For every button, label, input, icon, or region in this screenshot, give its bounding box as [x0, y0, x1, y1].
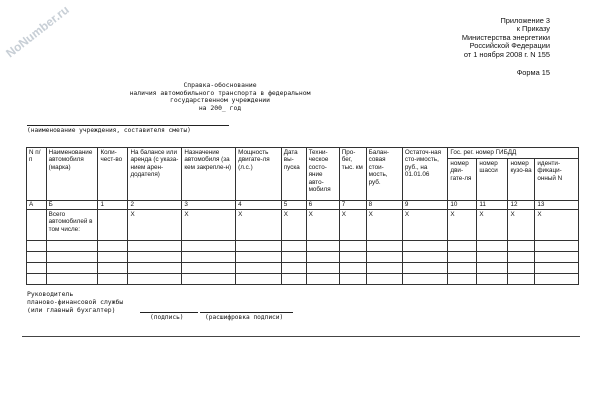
- empty-cell: [46, 252, 98, 263]
- empty-row: [27, 252, 579, 263]
- empty-cell: [27, 263, 47, 274]
- empty-cell: [366, 252, 402, 263]
- total-cell: X: [402, 210, 448, 241]
- empty-cell: [236, 274, 282, 285]
- numbering-cell: 7: [339, 201, 366, 210]
- numbering-cell: 9: [402, 201, 448, 210]
- empty-cell: [281, 263, 306, 274]
- header-cell-mileage: Про-бег, тыс. км: [339, 148, 366, 201]
- empty-cell: [366, 274, 402, 285]
- appendix-line: Приложение 3: [500, 16, 550, 25]
- empty-cell: [27, 241, 47, 252]
- header-cell-power: Мощность двигате-ля (л.с.): [236, 148, 282, 201]
- total-cell: X: [128, 210, 182, 241]
- empty-cell: [402, 274, 448, 285]
- signature-underline: [140, 312, 198, 313]
- empty-cell: [535, 263, 579, 274]
- empty-cell: [236, 263, 282, 274]
- empty-cell: [128, 241, 182, 252]
- numbering-cell: 2: [128, 201, 182, 210]
- empty-cell: [306, 274, 339, 285]
- header-cell-gibdd: Гос. рег. номер ГИБДД: [448, 148, 579, 159]
- empty-cell: [182, 263, 236, 274]
- empty-cell: [27, 274, 47, 285]
- empty-cell: [182, 274, 236, 285]
- empty-cell: [477, 263, 508, 274]
- empty-cell: [236, 252, 282, 263]
- header-cell-purpose: Назначение автомобиля (за кем закрепле-н): [182, 148, 236, 201]
- document-title: [80, 82, 360, 112]
- empty-cell: [448, 252, 477, 263]
- total-cell: X: [477, 210, 508, 241]
- empty-cell: [477, 252, 508, 263]
- empty-cell: [339, 263, 366, 274]
- empty-cell: [306, 241, 339, 252]
- form-number: Форма 15: [516, 68, 550, 77]
- empty-cell: [402, 252, 448, 263]
- total-cell: [27, 210, 47, 241]
- total-cell: X: [366, 210, 402, 241]
- total-cell: [98, 210, 128, 241]
- empty-cell: [339, 252, 366, 263]
- signature-line: (или главный бухгалтер): [27, 306, 116, 314]
- numbering-row: [27, 201, 579, 210]
- empty-cell: [46, 263, 98, 274]
- empty-cell: [448, 263, 477, 274]
- header-cell-body: номер кузо-ва: [508, 159, 535, 201]
- appendix-line: к Приказу: [516, 24, 550, 34]
- numbering-cell: 13: [535, 201, 579, 210]
- title-line: Справка-обоснование: [183, 81, 257, 89]
- total-cell: X: [281, 210, 306, 241]
- numbering-cell: 8: [366, 201, 402, 210]
- header-cell-number: N п/п: [27, 148, 47, 201]
- header-cell-condition: Техни-ческое состо-яние авто-мобиля: [306, 148, 339, 201]
- appendix-line: Министерства энергетики: [461, 32, 550, 42]
- empty-cell: [508, 274, 535, 285]
- empty-row: [27, 241, 579, 252]
- empty-cell: [46, 274, 98, 285]
- numbering-cell: 6: [306, 201, 339, 210]
- signature-line: планово-финансовой службы: [27, 298, 124, 306]
- title-line: на 200_ год: [198, 103, 242, 112]
- empty-cell: [535, 274, 579, 285]
- vehicles-table: [26, 147, 579, 285]
- empty-cell: [366, 263, 402, 274]
- empty-cell: [46, 241, 98, 252]
- empty-cell: [128, 252, 182, 263]
- header-cell-vin: иденти-фикаци-онный N: [535, 159, 579, 201]
- empty-cell: [182, 252, 236, 263]
- empty-cell: [281, 252, 306, 263]
- watermark-text: NoNumber.ru: [3, 2, 72, 61]
- institution-line: [27, 125, 229, 126]
- signature-block: [27, 290, 123, 314]
- header-cell-residual-value: Остаточ-ная сто-имость, руб., на 01.01.06: [402, 148, 448, 201]
- empty-cell: [535, 241, 579, 252]
- total-label: Всего автомобилей в том числе:: [46, 210, 98, 241]
- empty-cell: [477, 241, 508, 252]
- empty-cell: [98, 274, 128, 285]
- empty-cell: [98, 263, 128, 274]
- appendix-line: Российской Федерации: [469, 41, 550, 51]
- title-line: государственном учреждении: [169, 96, 271, 105]
- signature-line: Руководитель: [27, 290, 74, 298]
- empty-cell: [477, 274, 508, 285]
- numbering-cell: 11: [477, 201, 508, 210]
- empty-row: [27, 274, 579, 285]
- header-cell-engine: номер дви-гате-ля: [448, 159, 477, 201]
- total-cell: X: [236, 210, 282, 241]
- numbering-cell: 3: [182, 201, 236, 210]
- header-row: [27, 148, 579, 159]
- header-cell-quantity: Коли-чест-во: [98, 148, 128, 201]
- numbering-cell: Б: [46, 201, 98, 210]
- numbering-cell: 5: [281, 201, 306, 210]
- total-cell: X: [535, 210, 579, 241]
- numbering-cell: 12: [508, 201, 535, 210]
- watermark: [2, 2, 112, 64]
- empty-cell: [402, 241, 448, 252]
- empty-cell: [306, 252, 339, 263]
- total-cell: X: [508, 210, 535, 241]
- appendix-line: от 1 ноября 2008 г. N 155: [463, 49, 550, 59]
- empty-cell: [448, 274, 477, 285]
- total-cell: X: [182, 210, 236, 241]
- empty-cell: [508, 252, 535, 263]
- empty-cell: [281, 241, 306, 252]
- empty-cell: [339, 241, 366, 252]
- appendix-block: [462, 17, 550, 59]
- header-cell-chassis: номер шасси: [477, 159, 508, 201]
- header-cell-name: Наименование автомобиля (марка): [46, 148, 98, 201]
- empty-cell: [508, 263, 535, 274]
- numbering-cell: А: [27, 201, 47, 210]
- institution-caption: (наименование учреждения, составителя сметы): [27, 127, 191, 134]
- numbering-cell: 10: [448, 201, 477, 210]
- empty-cell: [448, 241, 477, 252]
- title-line: наличия автомобильного транспорта в федеральном: [129, 88, 311, 97]
- bottom-rule: [22, 336, 580, 337]
- empty-row: [27, 263, 579, 274]
- empty-cell: [128, 274, 182, 285]
- empty-cell: [366, 241, 402, 252]
- total-cell: X: [448, 210, 477, 241]
- decode-caption: (расшифровка подписи): [205, 314, 284, 321]
- empty-cell: [98, 241, 128, 252]
- empty-cell: [535, 252, 579, 263]
- header-cell-date: Дата вы-пуска: [281, 148, 306, 201]
- total-cell: X: [306, 210, 339, 241]
- header-cell-balance: На балансе или аренда (с указа-нием арен-додателя): [128, 148, 182, 201]
- total-row: [27, 210, 579, 241]
- empty-cell: [128, 263, 182, 274]
- empty-cell: [236, 241, 282, 252]
- total-cell: X: [339, 210, 366, 241]
- empty-cell: [306, 263, 339, 274]
- empty-cell: [508, 241, 535, 252]
- empty-cell: [182, 241, 236, 252]
- empty-cell: [98, 252, 128, 263]
- decode-underline: [200, 312, 293, 313]
- numbering-cell: 4: [236, 201, 282, 210]
- signature-caption: (подпись): [150, 314, 184, 321]
- empty-cell: [281, 274, 306, 285]
- empty-cell: [402, 263, 448, 274]
- header-cell-book-value: Балан-совая стои-мость, руб.: [366, 148, 402, 201]
- numbering-cell: 1: [98, 201, 128, 210]
- empty-cell: [27, 252, 47, 263]
- empty-cell: [339, 274, 366, 285]
